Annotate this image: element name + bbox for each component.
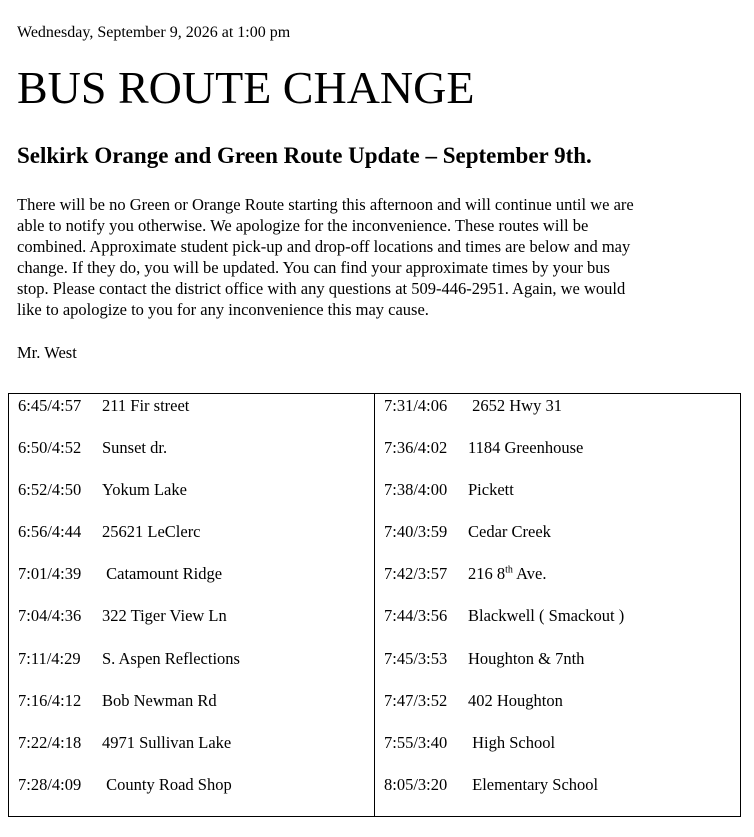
stop-times: 7:04/4:36	[18, 606, 82, 626]
body-line: There will be no Green or Orange Route starting this afternoon and will continue until we are	[17, 195, 634, 214]
notice-body	[17, 194, 717, 320]
stop-times: 6:56/4:44	[18, 522, 82, 542]
schedule-row	[375, 438, 740, 480]
schedule-row	[9, 438, 374, 480]
subheading-ordinal: th	[565, 143, 587, 168]
stop-times: 7:36/4:02	[384, 438, 448, 458]
stop-times: 7:40/3:59	[384, 522, 448, 542]
stop-times: 7:47/3:52	[384, 690, 448, 710]
stop-location: Cedar Creek	[468, 522, 551, 542]
subheading-end: .	[586, 143, 592, 168]
schedule-row	[9, 691, 374, 733]
stop-times: 7:01/4:39	[18, 564, 82, 584]
notice-headline: BUS ROUTE CHANGE	[17, 62, 475, 113]
notice-subheading	[17, 141, 592, 171]
schedule-row	[9, 775, 374, 817]
stop-location: S. Aspen Reflections	[102, 648, 240, 668]
stop-times: 6:45/4:57	[18, 396, 82, 415]
ordinal-suffix: th	[505, 564, 513, 576]
stop-location: Elementary School	[468, 774, 599, 794]
schedule-row	[375, 396, 740, 438]
stop-location: Sunset dr.	[102, 438, 168, 458]
stop-times: 7:16/4:12	[18, 690, 82, 710]
schedule-row	[9, 480, 374, 522]
schedule-row	[375, 649, 740, 691]
stop-location: 211 Fir street	[102, 396, 190, 415]
stop-times: 7:11/4:29	[18, 648, 81, 668]
stop-times: 7:42/3:57	[384, 564, 448, 584]
schedule-column-right	[375, 394, 740, 816]
stop-location: Catamount Ridge	[102, 564, 223, 584]
stop-times: 7:55/3:40	[384, 732, 448, 752]
schedule-column-left	[9, 394, 375, 816]
stop-location-text-end: Ave.	[512, 564, 547, 584]
stop-times: 6:50/4:52	[18, 438, 82, 458]
schedule-row	[9, 564, 374, 606]
stop-location: Yokum Lake	[102, 480, 187, 500]
schedule-row	[9, 396, 374, 438]
stop-location: 2652 Hwy 31	[468, 396, 562, 415]
stop-location: 4971 Sullivan Lake	[102, 732, 232, 752]
stop-location: Bob Newman Rd	[102, 690, 217, 710]
schedule-row	[9, 606, 374, 648]
schedule-row	[9, 733, 374, 775]
stop-times: 7:45/3:53	[384, 648, 448, 668]
stop-location: Blackwell ( Smackout )	[468, 606, 625, 626]
stop-times: 7:31/4:06	[384, 396, 448, 415]
body-line: stop. Please contact the district office with any questions at 509-446-2951. Again, we would	[17, 279, 626, 298]
stop-times: 7:28/4:09	[18, 774, 82, 794]
schedule-row	[375, 480, 740, 522]
stop-location: Pickett	[468, 480, 514, 500]
stop-location: County Road Shop	[102, 774, 232, 794]
body-line: change. If they do, you will be updated. You can find your approximate times by your bus	[17, 258, 610, 277]
stop-location-text: 216 8	[468, 564, 506, 584]
schedule-row	[9, 522, 374, 564]
notice-signature: Mr. West	[17, 343, 77, 362]
stop-location: 25621 LeClerc	[102, 522, 201, 542]
body-line: like to apologize to you for any inconvenience this may cause.	[17, 300, 429, 319]
stop-location: High School	[468, 732, 556, 752]
schedule-row	[375, 733, 740, 775]
stop-times: 7:38/4:00	[384, 480, 448, 500]
stop-times: 7:22/4:18	[18, 732, 82, 752]
schedule-row	[375, 691, 740, 733]
schedule-row	[375, 775, 740, 817]
schedule-row	[375, 606, 740, 648]
body-line: combined. Approximate student pick-up and drop-off locations and times are below and may	[17, 237, 631, 256]
stop-location: 1184 Greenhouse	[468, 438, 584, 458]
stop-times: 8:05/3:20	[384, 774, 448, 794]
stop-location: Houghton & 7nth	[468, 648, 585, 668]
bus-stop-schedule-table	[8, 393, 741, 817]
body-line: able to notify you otherwise. We apologize for the inconvenience. These routes will be	[17, 216, 589, 235]
subheading-main: Selkirk Orange and Green Route Update – September 9	[17, 143, 566, 168]
stop-location	[468, 564, 547, 584]
stop-location: 402 Houghton	[468, 690, 563, 710]
schedule-row	[375, 564, 740, 606]
schedule-row	[9, 649, 374, 691]
stop-times: 6:52/4:50	[18, 480, 82, 500]
notice-dateline: Wednesday, September 9, 2026 at 1:00 pm	[17, 24, 291, 41]
schedule-row	[375, 522, 740, 564]
stop-location: 322 Tiger View Ln	[102, 606, 227, 626]
stop-times: 7:44/3:56	[384, 606, 448, 626]
